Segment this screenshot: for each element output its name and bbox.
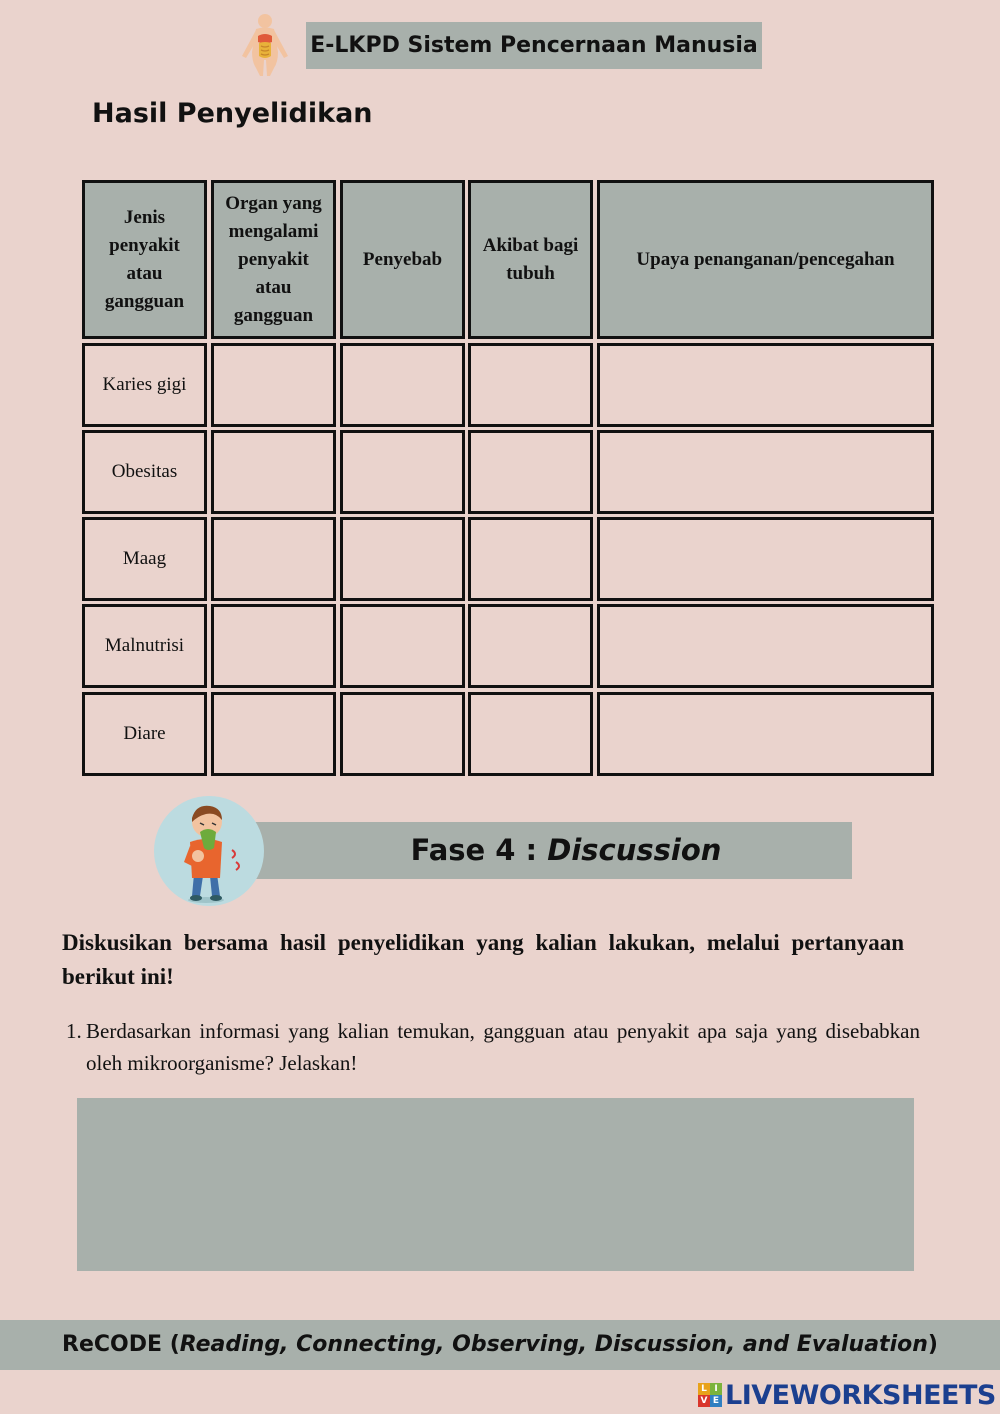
table-cell-effect-input[interactable] xyxy=(468,343,593,427)
table-header-cause: Penyebab xyxy=(340,180,465,339)
table-cell-disease: Karies gigi xyxy=(82,343,207,427)
phase-prefix: Fase 4 : xyxy=(410,833,548,867)
table-cell-cause-input[interactable] xyxy=(340,343,465,427)
worksheet-title: E-LKPD Sistem Pencernaan Manusia xyxy=(306,22,762,69)
sick-child-icon xyxy=(154,796,264,906)
table-cell-disease: Obesitas xyxy=(82,430,207,514)
table-cell-organ-input[interactable] xyxy=(211,517,336,601)
footer-italic: Reading, Connecting, Observing, Discussion, and Evaluation xyxy=(179,1332,928,1357)
question-text: Berdasarkan informasi yang kalian temukan, gangguan atau penyakit apa saja yang disebabkan oleh mikroorganisme? Jelaskan! xyxy=(86,1019,920,1075)
table-cell-effect-input[interactable] xyxy=(468,517,593,601)
section-title: Hasil Penyelidikan xyxy=(92,98,373,129)
footer-banner xyxy=(0,1320,1000,1370)
answer-input[interactable] xyxy=(77,1098,914,1271)
table-cell-effect-input[interactable] xyxy=(468,604,593,688)
table-header-effect: Akibat bagi tubuh xyxy=(468,180,593,339)
table-cell-cause-input[interactable] xyxy=(340,517,465,601)
phase-name: Discussion xyxy=(547,833,722,867)
discussion-intro: Diskusikan bersama hasil penyelidikan yang kalian lakukan, melalui pertanyaan berikut ini! xyxy=(62,930,904,989)
table-cell-cause-input[interactable] xyxy=(340,692,465,776)
table-header-prevention: Upaya penanganan/pencegahan xyxy=(597,180,934,339)
table-cell-organ-input[interactable] xyxy=(211,604,336,688)
table-cell-effect-input[interactable] xyxy=(468,430,593,514)
table-cell-disease: Diare xyxy=(82,692,207,776)
table-cell-organ-input[interactable] xyxy=(211,343,336,427)
phase-banner xyxy=(240,822,852,879)
table-cell-prevention-input[interactable] xyxy=(597,430,934,514)
table-cell-disease: Malnutrisi xyxy=(82,604,207,688)
table-cell-prevention-input[interactable] xyxy=(597,604,934,688)
human-digestive-system-icon xyxy=(234,12,296,78)
table-cell-cause-input[interactable] xyxy=(340,430,465,514)
question-number: 1. xyxy=(66,1019,82,1043)
table-header-disease: Jenis penyakit atau gangguan xyxy=(82,180,207,339)
table-cell-disease: Maag xyxy=(82,517,207,601)
liveworksheets-logo[interactable] xyxy=(698,1378,996,1412)
table-cell-organ-input[interactable] xyxy=(211,692,336,776)
table-cell-organ-input[interactable] xyxy=(211,430,336,514)
footer-suffix: ) xyxy=(927,1332,938,1357)
table-cell-prevention-input[interactable] xyxy=(597,517,934,601)
question-item xyxy=(66,1015,920,1079)
table-cell-effect-input[interactable] xyxy=(468,692,593,776)
table-cell-cause-input[interactable] xyxy=(340,604,465,688)
liveworksheets-logo-text: LIVEWORKSHEETS xyxy=(725,1379,996,1411)
table-cell-prevention-input[interactable] xyxy=(597,343,934,427)
footer-prefix: ReCODE ( xyxy=(62,1332,180,1357)
table-header-organ: Organ yang mengalami penyakit atau gangguan xyxy=(211,180,336,339)
table-cell-prevention-input[interactable] xyxy=(597,692,934,776)
liveworksheets-logo-icon: L I V E xyxy=(698,1383,722,1407)
